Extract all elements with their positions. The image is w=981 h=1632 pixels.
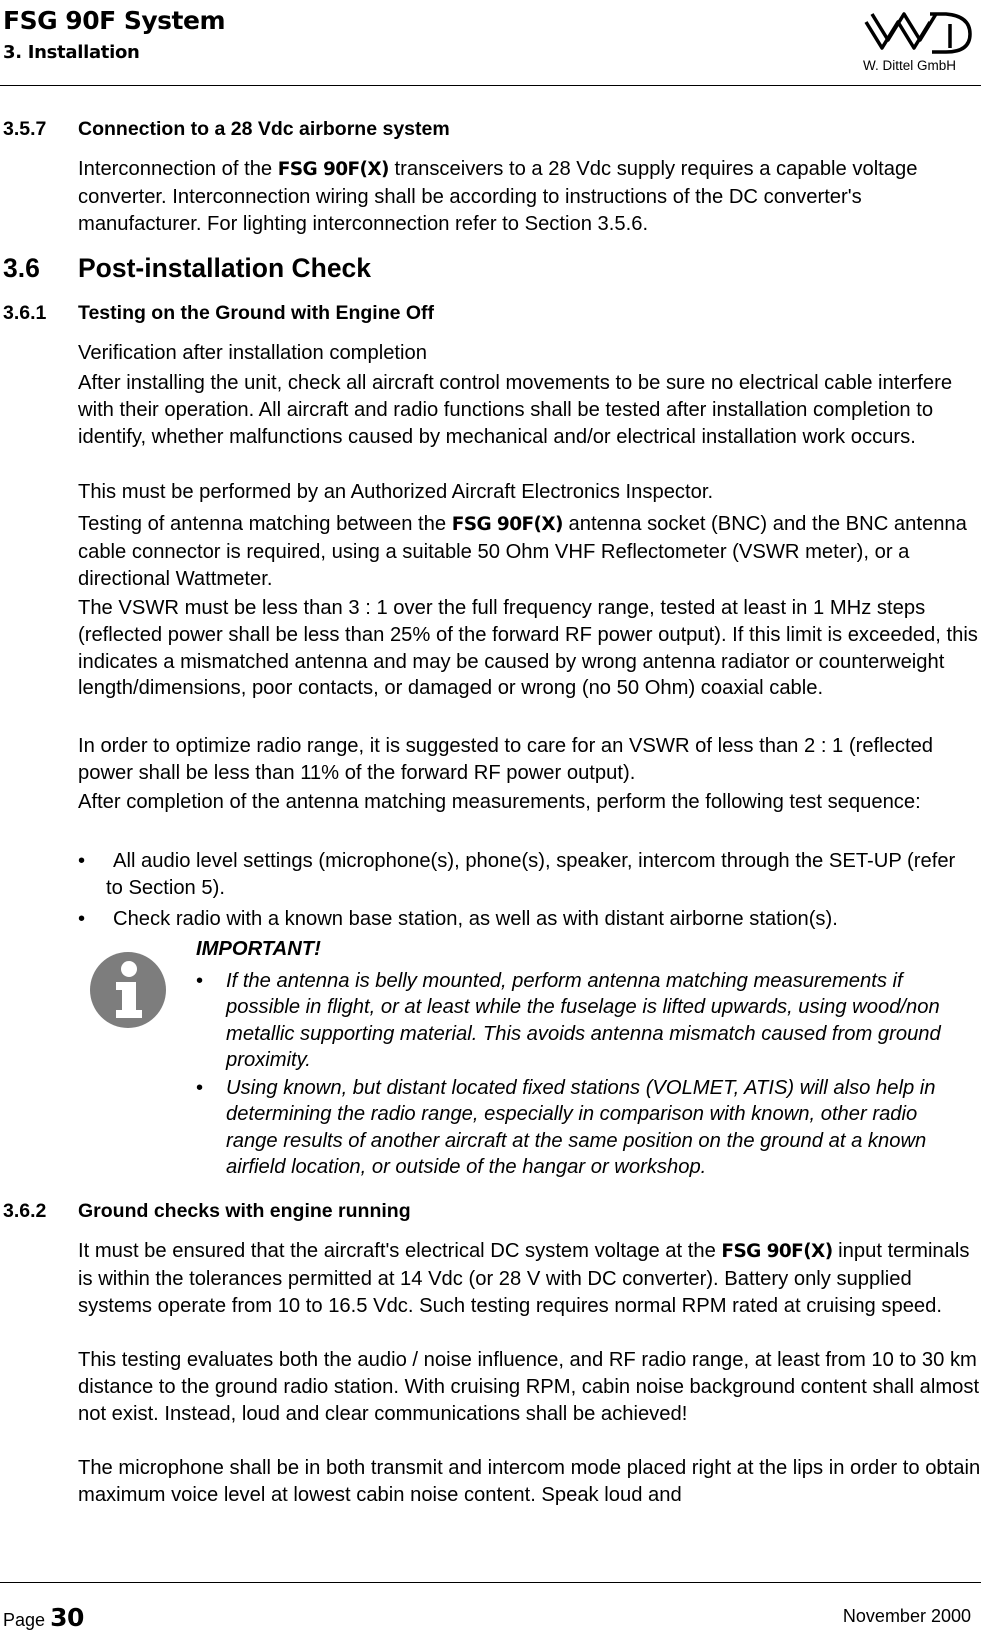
product-name: FSG 90F(X) xyxy=(721,1241,833,1262)
paragraph-converter: Interconnection of the FSG 90F(X) transceivers to a 28 Vdc supply requires a capable voltage converter. Interconnection wiring shall be according to instructions of the DC converter's manufacturer. For lighting interconnection refer to Section 3.5.6. xyxy=(78,158,918,235)
section-number: 3.6.1 xyxy=(3,302,47,324)
list-item-text: All audio level settings (microphone(s), phone(s), speaker, intercom through the SET-UP (refer to Section 5). xyxy=(106,850,956,899)
bullet-glyph: • xyxy=(196,970,204,992)
paragraph-optimize: In order to optimize radio range, it is suggested to care for an VSWR of less than 2 : 1 (reflected power shall be less than 11% of the forward RF power output). xyxy=(78,735,934,784)
section-title: Post-installation Check xyxy=(78,253,372,283)
important-item-text: Using known, but distant located fixed stations (VOLMET, ATIS) will also help in determining the radio range, especially in comparison with known, other radio range results of another aircraft at the same position on the ground at a known airfield location, or outside of the hangar or workshop. xyxy=(226,1077,936,1178)
footer-date: November 2000 xyxy=(842,1606,971,1626)
paragraph-radio-range: This testing evaluates both the audio / noise influence, and RF radio range, at least from 10 to 30 km distance to the ground radio station. With cruising RPM, cabin noise background content shall almost not exist. Instead, loud and clear communications shall be achieved! xyxy=(78,1349,980,1425)
section-number: 3.6 xyxy=(3,253,40,283)
bullet-glyph: • xyxy=(196,1077,204,1099)
paragraph-after-installing: After installing the unit, check all aircraft control movements to be sure no electrical cable interfere with their operation. All aircraft and radio functions shall be tested after installation completion to identify, whether malfunctions caused by mechanical and/or electrical installation work occurs. xyxy=(78,372,953,448)
document-title: FSG 90F System xyxy=(3,6,226,35)
chapter-title: 3. Installation xyxy=(3,42,140,63)
list-item xyxy=(78,848,958,902)
section-title: Ground checks with engine running xyxy=(78,1200,411,1222)
footer-rule xyxy=(0,1582,981,1583)
important-title: IMPORTANT! xyxy=(196,938,321,960)
paragraph-inspector: This must be performed by an Authorized Aircraft Electronics Inspector. xyxy=(78,481,714,503)
section-number: 3.6.2 xyxy=(3,1200,47,1222)
info-icon xyxy=(88,950,168,1030)
company-name: W. Dittel GmbH xyxy=(863,58,957,73)
paragraph-microphone: The microphone shall be in both transmit and intercom mode placed right at the lips in order to obtain maximum voice level at lowest cabin noise content. Speak loud and xyxy=(78,1457,981,1506)
product-name: FSG 90F(X) xyxy=(277,159,389,180)
product-name: FSG 90F(X) xyxy=(451,514,563,535)
paragraph-sequence: After completion of the antenna matching measurements, perform the following test sequence: xyxy=(78,791,921,813)
list-item xyxy=(78,906,958,933)
section-number: 3.5.7 xyxy=(3,118,47,140)
paragraph-antenna-matching: Testing of antenna matching between the FSG 90F(X) antenna socket (BNC) and the BNC antenna cable connector is required, using a suitable 50 Ohm VHF Reflectometer (VSWR meter), or a directional Wattmeter. xyxy=(78,513,967,590)
section-title: Connection to a 28 Vdc airborne system xyxy=(78,118,450,140)
page-number: Page 30 xyxy=(3,1603,84,1632)
paragraph-dc-voltage: It must be ensured that the aircraft's electrical DC system voltage at the FSG 90F(X) input terminals is within the tolerances permitted at 14 Vdc (or 28 V with DC converter). Battery only supplied systems operate from 10 to 16.5 Vdc. Such testing requires normal RPM rated at cruising speed. xyxy=(78,1240,970,1317)
bullet-glyph: • xyxy=(78,850,86,872)
important-item xyxy=(196,1075,966,1180)
important-item xyxy=(196,968,966,1073)
paragraph-vswr: The VSWR must be less than 3 : 1 over the full frequency range, tested at least in 1 MHz steps (reflected power shall be less than 25% of the forward RF power output). If this limit is exceeded, this indicates a mismatched antenna and may be caused by wrong antenna radiator or counterweight length/dimensions, poor contacts, or damaged or wrong (no 50 Ohm) coaxial cable. xyxy=(78,597,978,700)
important-item-text: If the antenna is belly mounted, perform antenna matching measurements if possible in flight, or at least while the fuselage is lifted upwards, using wood/non metallic supporting material. This avoids antenna mismatch caused from ground proximity. xyxy=(226,970,941,1071)
header-rule xyxy=(0,85,981,86)
paragraph-verification: Verification after installation completion xyxy=(78,342,427,364)
list-item-text: Check radio with a known base station, as well as with distant airborne station(s). xyxy=(113,908,838,930)
section-title: Testing on the Ground with Engine Off xyxy=(78,302,435,324)
bullet-glyph: • xyxy=(78,908,86,930)
